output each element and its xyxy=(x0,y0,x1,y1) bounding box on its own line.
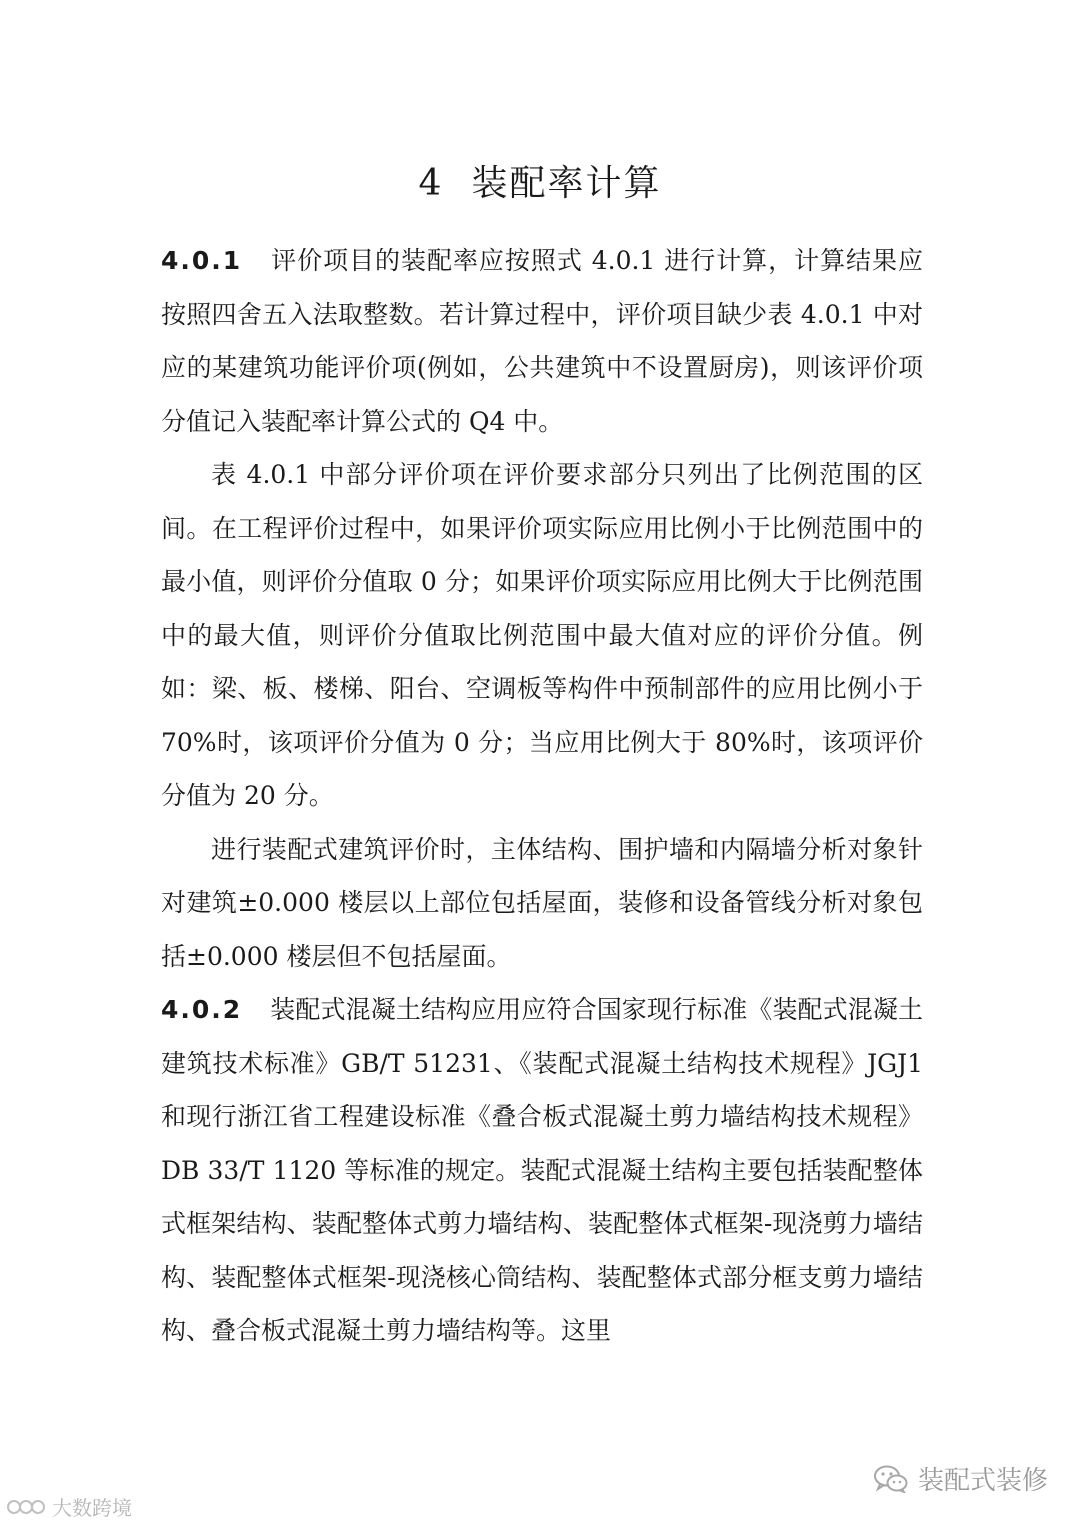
clause-4-0-2 xyxy=(161,983,923,1358)
chapter-heading xyxy=(0,155,1080,206)
site-name: 大数跨境 xyxy=(52,1496,132,1520)
body-text xyxy=(161,234,923,1358)
paragraph: 表 4.0.1 中部分评价项在评价要求部分只列出了比例范围的区间。在工程评价过程中，如果评价项实际应用比例小于比例范围中的最小值，则评价分值取 0 分；如果评价项实际应用比例大于比例范围中的最大值，则评价分值取比例范围中最大值对应的评价分值。例如：梁、板、楼梯、阳台、空调板等构件中预制部件的应用比例小于 70%时，该项评价分值为 0 分；当应用比例大于 80%时，该项评价分值为 20 分。 xyxy=(161,460,923,810)
clause-text: 装配式混凝土结构应用应符合国家现行标准《装配式混凝土建筑技术标准》GB/T 51231、《装配式混凝土结构技术规程》JGJ1 和现行浙江省工程建设标准《叠合板式混凝土剪力墙结构技术规程》DB 33/T 1120 等标准的规定。装配式混凝土结构主要包括装配整体式框架结构、装配整体式剪力墙结构、装配整体式框架-现浇剪力墙结构、装配整体式框架-现浇核心筒结构、装配整体式部分框支剪力墙结构、叠合板式混凝土剪力墙结构等。这里 xyxy=(161,995,923,1345)
site-watermark xyxy=(6,1492,132,1521)
account-name: 装配式装修 xyxy=(917,1466,1048,1496)
clause-text: 评价项目的装配率应按照式 4.0.1 进行计算，计算结果应按照四舍五入法取整数。若计算过程中，评价项目缺少表 4.0.1 中对应的某建筑功能评价项(例如，公共建筑中不设置厨房)，则该评价项分值记入装配率计算公式的 Q4 中。 xyxy=(161,246,923,436)
chapter-number: 4 xyxy=(418,163,444,204)
chapter-title: 装配率计算 xyxy=(471,163,662,204)
wechat-icon xyxy=(874,1465,908,1493)
clause-number: 4.0.2 xyxy=(161,995,243,1024)
clause-number: 4.0.1 xyxy=(161,246,243,275)
clause-4-0-1 xyxy=(161,234,923,448)
site-logo-icon xyxy=(6,1497,46,1517)
paragraph: 进行装配式建筑评价时，主体结构、围护墙和内隔墙分析对象针对建筑±0.000 楼层以上部位包括屋面，装修和设备管线分析对象包括±0.000 楼层但不包括屋面。 xyxy=(161,834,923,971)
account-watermark xyxy=(874,1460,1048,1497)
